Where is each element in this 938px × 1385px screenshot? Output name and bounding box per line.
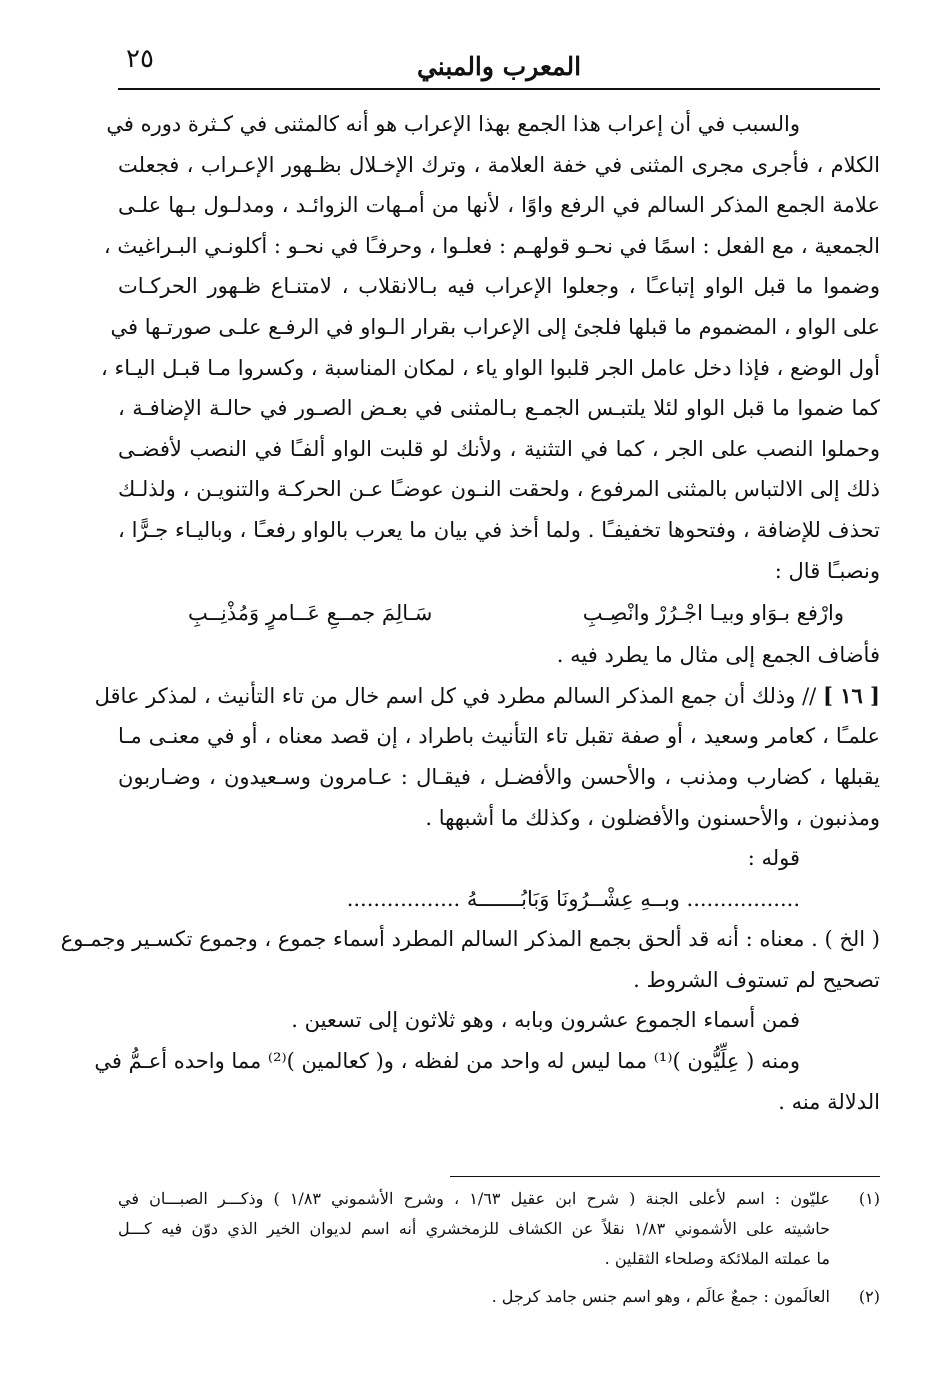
footnote	[118, 1184, 880, 1274]
text-line: وحملوا النصب على الجر ، كما في التثنية ، ولأنك لو قلبت الواو ألفـًا في النصب لأفضـى	[118, 436, 880, 461]
footnote-number: (١)	[858, 1189, 880, 1208]
text-line: فأضاف الجمع إلى مثال ما يطرد فيه .	[556, 643, 880, 668]
page-header	[118, 44, 880, 90]
text-line	[94, 676, 880, 717]
footnotes	[118, 1184, 880, 1312]
text-line: تحذف للإضافة ، وفتحوها تخفيفـًا . ولما أخذ في بيان ما يعرب بالواو رفعـًا ، وباليـاء جـرًّا ،	[118, 517, 880, 542]
text-line: الجمعية ، مع الفعل : اسمًا في نحـو قولهـم : فعلـوا ، وحرفـًا في نحـو : أكلونـي البـراغيث ،	[103, 233, 880, 258]
text-line: الدلالة منه .	[778, 1089, 880, 1114]
verse-second-hemistich: سَـالِمَ جمــعِ عَــامرٍ وَمُذْنِــبِ	[188, 601, 433, 626]
footnote-number: (٢)	[858, 1287, 880, 1306]
verse-first-hemistich: وارْفع بـوَاو وبيـا اجْـرُرْ وانْصِـبِ	[582, 601, 844, 626]
footnote-line: حاشيته على الأشموني ١/٨٣ نقلاً عن الكشاف للزمخشري أنه اسم لديوان الخير الذي دوّن فيه كـــل	[118, 1219, 830, 1238]
text-line: يقبلها ، كضارب ومذنب ، والأحسن والأفضـل ، فيقـال : عـامرون وسـعيدون ، وضـاربون	[118, 764, 880, 789]
text-span: // وذلك أن جمع المذكر السالم مطرد في كل اسم خال من تاء التأنيث ، لمذكر عاقل	[94, 683, 817, 708]
text-line: الكلام ، فأجرى مجرى المثنى في خفة العلامة ، وترك الإخـلال بظـهور الإعـراب ، فجعلت	[118, 152, 880, 177]
footnote-line: عليّون : اسم لأعلى الجنة ( شرح ابن عقيل ١/٦٣ ، وشرح الأشموني ١/٨٣ ) وذكـــر الصبـــان في	[118, 1189, 831, 1208]
text-line: ومذنبون ، والأحسنون والأفضلون ، وكذلك ما أشبهها .	[425, 805, 880, 830]
text-line: ( الخ ) . معناه : أنه قد ألحق بجمع المذكر السالم المطرد أسماء جموع ، وجموع تكسـير وجمـوع	[60, 927, 880, 952]
footnote-line: العالَمون : جمعٌ عالَم ، وهو اسم جنس جامد كرجل .	[491, 1287, 830, 1306]
text-line: قوله :	[747, 846, 800, 871]
text-line: أول الوضع ، فإذا دخل عامل الجر قلبوا الواو ياء ، لمكان المناسبة ، وكسروا مـا قبـل اليـاء ،	[100, 355, 880, 380]
text-line: والسبب في أن إعراب هذا الجمع بهذا الإعراب هو أنه كالمثنى في كـثرة دوره في	[106, 112, 800, 136]
text-line: فمن أسماء الجموع عشرون وبابه ، وهو ثلاثون إلى تسعين .	[291, 1008, 800, 1033]
text-line: تصحيح لم تستوف الشروط .	[633, 967, 880, 992]
text-line: وضموا ما قبل الواو إتباعـًا ، وجعلوا الإعراب فيه بـالانقلاب ، لامتنـاع ظـهور الحركـات	[118, 274, 880, 299]
text-line: علامة الجمع المذكر السالم في الرفع واوًا ، لأنها من أمـهات الزوائـد ، ومدلـول بـها علـى	[118, 193, 880, 218]
text-line: ذلك إلى الالتباس بالمثنى المرفوع ، ولحقت النـون عوضـًا عـن الحركـة والتنويـن ، ولذلـك	[118, 477, 880, 502]
verse-line	[118, 591, 880, 635]
page-number: ٢٥	[126, 44, 154, 74]
main-text	[60, 104, 880, 1122]
footnote-line: ما عملته الملائكة وصلحاء الثقلين .	[604, 1249, 830, 1268]
text-line: علمـًا ، كعامر وسعيد ، أو صفة تقبل تاء التأنيث باطراد ، إن قصد معناه ، أو في معنـى مـا	[118, 724, 880, 749]
text-line: على الواو ، المضموم ما قبلها فلجئ إلى الإعراب بقرار الـواو في الرفـع علـى صورتـها في	[110, 314, 880, 339]
footnote	[118, 1282, 880, 1312]
text-line: ونصبـًا قال :	[774, 558, 880, 583]
verse-line: ................. وبــهِ عِشْــرُونَا وَبَابُـــــــهُ .................	[346, 886, 800, 911]
running-title: المعرب والمبني	[416, 52, 582, 81]
footnote-separator	[450, 1176, 880, 1177]
text-line: كما ضموا ما قبل الواو لئلا يلتبـس الجمـع بـالمثنى في بعـض الصـور في حالـة الإضافـة ،	[118, 396, 880, 421]
section-marker: [ ١٦ ]	[822, 682, 880, 708]
text-line: ومنه ( عِلِّيُّون )⁽¹⁾ مما ليس له واحد من لفظه ، و( كعالمين )⁽²⁾ مما واحده أعـمُّ في	[94, 1049, 800, 1074]
